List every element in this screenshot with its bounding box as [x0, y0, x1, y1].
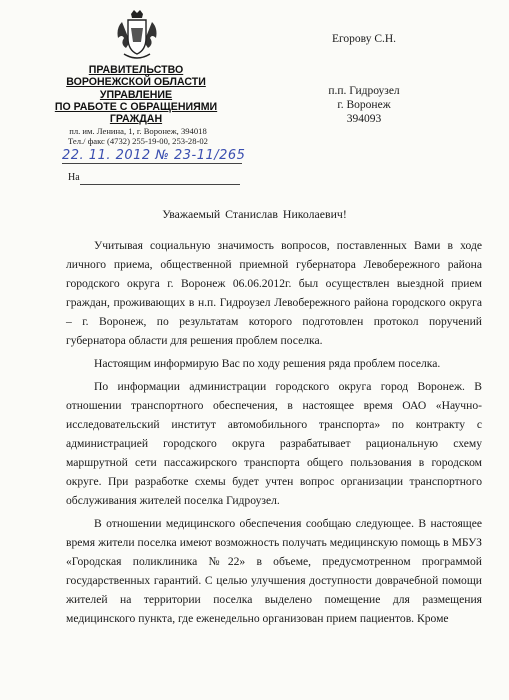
paragraph: Настоящим информирую Вас по ходу решения ряда проблем поселка.	[94, 357, 441, 370]
org-phone: Тел./ факс (4732) 255-19-00, 253-28-02	[68, 136, 208, 146]
paragraph: По информации администрации городского округа город Воронеж. В отношении транспортного обеспечения, в настоящее время ОАО «Научно-исследовательский институт автомобильного транспорта» по контракту с администрацией городского округа разрабатывает рациональную схему маршрутной сети пассажирского транспорта общего пользования в городском округе. При разработке схемы будет учтен вопрос организации транспортного обслуживания жителей поселка Гидроузел.	[66, 380, 482, 507]
na-label: На	[68, 172, 80, 183]
recipient-locality: п.п. Гидроузел	[328, 85, 400, 97]
recipient-city: г. Воронеж	[337, 99, 391, 111]
registration-line	[62, 163, 242, 164]
org-name: ПРАВИТЕЛЬСТВО ВОРОНЕЖСКОЙ ОБЛАСТИ	[66, 64, 206, 88]
paragraph: В отношении медицинского обеспечения сообщаю следующее. В настоящее время жители поселка имеют возможность получать медицинскую помощь в МБУЗ «Городская поликлиника №22» в объеме, предусмотренном программой государственных гарантий. С целью улучшения доступности доврачебной помощи жителей на территории поселка выделено помещение для размещения медицинского пункта, где еженедельно организован прием пациентов. Кроме	[66, 517, 482, 625]
paragraph: Учитывая социальную значимость вопросов, поставленных Вами в ходе личного приема, общественной приемной губернатора Левобережного района городского округа г. Воронеж 06.06.2012г. был осуществлен выездной прием граждан, проживающих в н.п. Гидроузел Левобережного района городского округа – г. Воронеж, по результатам которого подготовлен протокол поручений губернатора области для решения проблем поселка.	[66, 239, 482, 347]
letter-body	[66, 236, 482, 632]
na-line	[80, 184, 240, 185]
recipient-name: Егорову С.Н.	[331, 33, 397, 45]
department-name: УПРАВЛЕНИЕ ПО РАБОТЕ С ОБРАЩЕНИЯМИ ГРАЖДАН	[54, 89, 218, 125]
recipient-zip: 394093	[346, 113, 382, 125]
coat-of-arms-icon	[114, 8, 160, 62]
registration-number: 22. 11. 2012 № 23-11/265	[62, 148, 246, 163]
org-address: пл. им. Ленина, 1, г. Воронеж, 394018	[69, 126, 207, 136]
greeting: Уважаемый Станислав Николаевич!	[162, 207, 347, 221]
